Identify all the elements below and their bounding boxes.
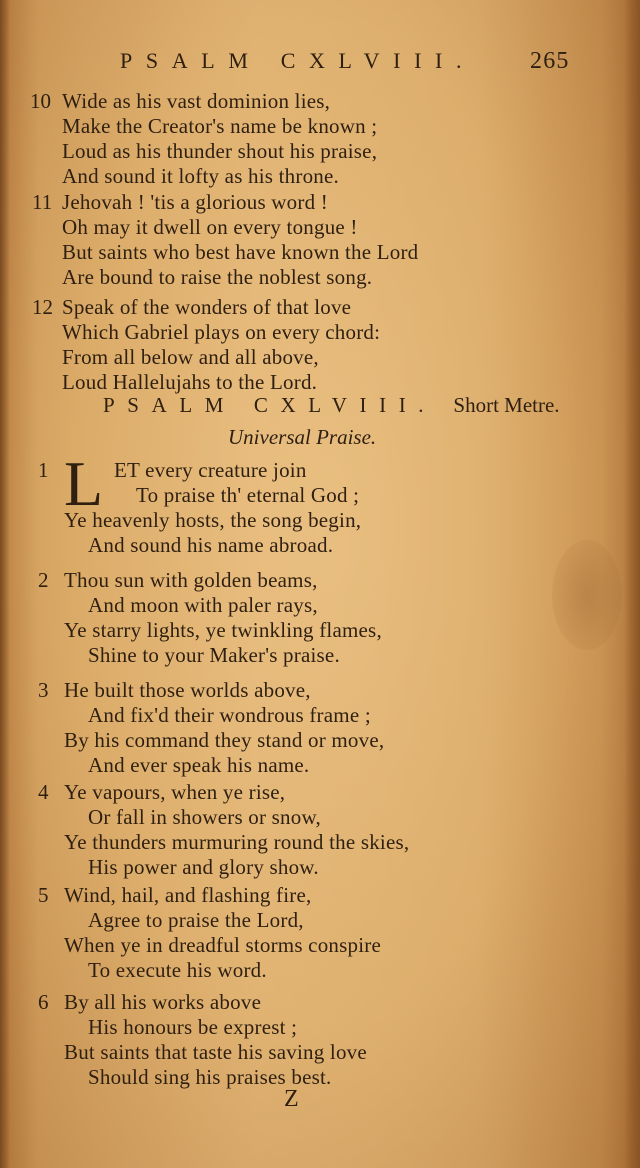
verse-line: But saints that taste his saving love [64, 1040, 367, 1064]
verse-line: And ever speak his name. [88, 753, 310, 777]
verse-line: ET every creature join [114, 458, 307, 482]
verse-line: To praise th' eternal God ; [136, 483, 360, 507]
psalm-subtitle: Universal Praise. [228, 425, 377, 449]
verse-number: 11 [32, 190, 53, 214]
verse-line: And sound it lofty as his throne. [62, 164, 339, 188]
page-edge-shadow-right [624, 0, 640, 1168]
verse-line: Which Gabriel plays on every chord: [62, 320, 381, 344]
verse-line: By all his works above [64, 990, 262, 1014]
verse-line: His honours be exprest ; [88, 1015, 298, 1039]
verse-line: His power and glory show. [88, 855, 319, 879]
verse-line: Oh may it dwell on every tongue ! [62, 215, 358, 239]
verse-line: Ye vapours, when ye rise, [64, 780, 286, 804]
verse-line: Agree to praise the Lord, [88, 908, 304, 932]
verse-line: Wind, hail, and flashing fire, [64, 883, 312, 907]
verse-line: From all below and all above, [62, 345, 319, 369]
verse-number: 4 [38, 780, 49, 804]
verse-line: Ye starry lights, ye twinkling flames, [64, 618, 382, 642]
verse-line: When ye in dreadful storms conspire [64, 933, 382, 957]
verse-line: And fix'd their wondrous frame ; [88, 703, 371, 727]
page-number: 265 [530, 48, 570, 74]
verse-number: 6 [38, 990, 49, 1014]
psalm-metre: Short Metre. [453, 393, 560, 417]
verse-line: He built those worlds above, [64, 678, 311, 702]
verse-line: And moon with paler rays, [88, 593, 318, 617]
verse-line: Jehovah ! 'tis a glorious word ! [62, 190, 328, 214]
verse-number: 1 [38, 458, 49, 482]
drop-cap: L [64, 448, 104, 519]
verse-line: Ye heavenly hosts, the song begin, [64, 508, 362, 532]
verse-line: Ye thunders murmuring round the skies, [64, 830, 410, 854]
psalm-heading-title: PSALM CXLVIII. [103, 393, 437, 417]
page-edge-shadow-left [0, 0, 10, 1168]
paper-stain [552, 540, 622, 650]
psalm-heading [103, 393, 560, 418]
signature-mark: Z [284, 1086, 299, 1112]
verse-number: 3 [38, 678, 49, 702]
verse-line: By his command they stand or move, [64, 728, 385, 752]
verse-number: 2 [38, 568, 49, 592]
running-head [0, 48, 640, 78]
verse-line: Or fall in showers or snow, [88, 805, 321, 829]
verse-line: Should sing his praises best. [88, 1065, 332, 1089]
verse-line: Shine to your Maker's praise. [88, 643, 340, 667]
verse-line: Thou sun with golden beams, [64, 568, 318, 592]
verse-line: And sound his name abroad. [88, 533, 334, 557]
verse-number: 5 [38, 883, 49, 907]
verse-line: Make the Creator's name be known ; [62, 114, 378, 138]
verse-line: Are bound to raise the noblest song. [62, 265, 373, 289]
verse-line: Wide as his vast dominion lies, [62, 89, 331, 113]
verse-number: 10 [30, 89, 51, 113]
verse-line: But saints who best have known the Lord [62, 240, 419, 264]
running-head-title: PSALM CXLVIII. [120, 48, 476, 73]
verse-number: 12 [32, 295, 53, 319]
verse-line: Loud Hallelujahs to the Lord. [62, 370, 318, 394]
verse-line: Speak of the wonders of that love [62, 295, 352, 319]
verse-line: Loud as his thunder shout his praise, [62, 139, 378, 163]
verse-line: To execute his word. [88, 958, 267, 982]
